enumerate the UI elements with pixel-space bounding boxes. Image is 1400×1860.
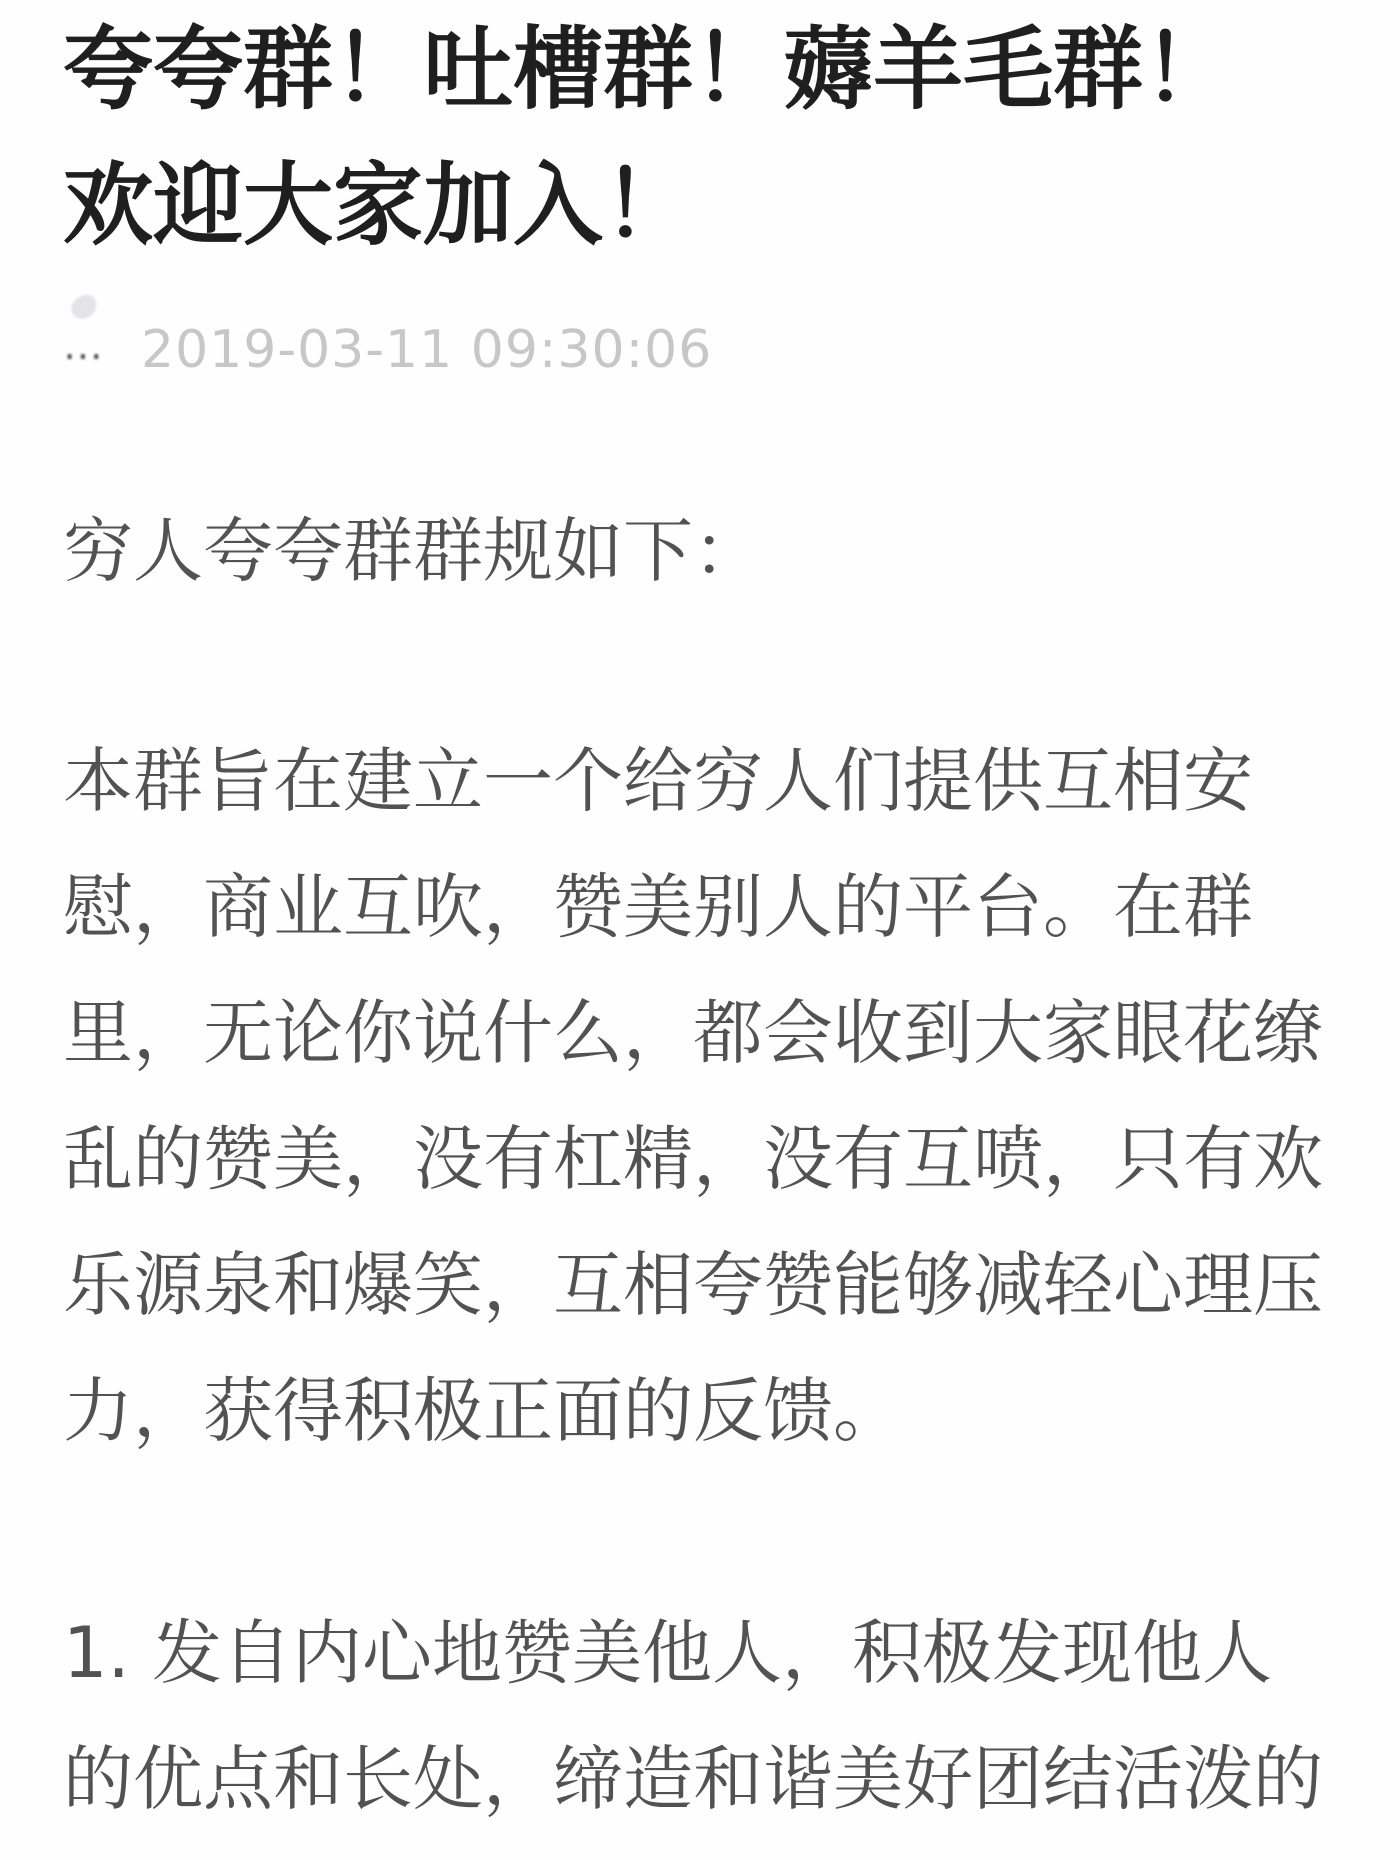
text-line: 1. 发自内心地赞美他人，积极发现他人 [63,1612,1273,1694]
post-timestamp: 2019-03-11 09:30:06 [141,320,713,381]
paragraph-group-rules-intro [63,488,1335,614]
text-line: 慰，商业互吹，赞美别人的平台。在群 [63,866,1253,948]
text-line: 的优点和长处，缔造和谐美好团结活泼的 [63,1738,1323,1820]
text-line: 乐源泉和爆笑，互相夸赞能够减轻心理压 [63,1244,1323,1326]
post-title-line-1: 夸夸群！吐槽群！薅羊毛群！ [63,17,1233,122]
blurred-author-mark: ⋯ [63,333,103,379]
post-title [63,2,1335,274]
text-line: 本群旨在建立一个给穷人们提供互相安 [63,740,1253,822]
post-title-line-2: 欢迎大家加入！ [63,153,693,258]
text-line: 乱的赞美，没有杠精，没有互喷，只有欢 [63,1118,1323,1200]
paragraph-rule-1 [63,1590,1335,1842]
text-line: 里，无论你说什么，都会收到大家眼花缭 [63,992,1323,1074]
paragraph-group-description [63,718,1335,1474]
text-line: 力，获得积极正面的反馈。 [63,1370,903,1452]
post-meta-row [63,320,1335,381]
text-line: 穷人夸夸群群规如下： [63,510,763,592]
